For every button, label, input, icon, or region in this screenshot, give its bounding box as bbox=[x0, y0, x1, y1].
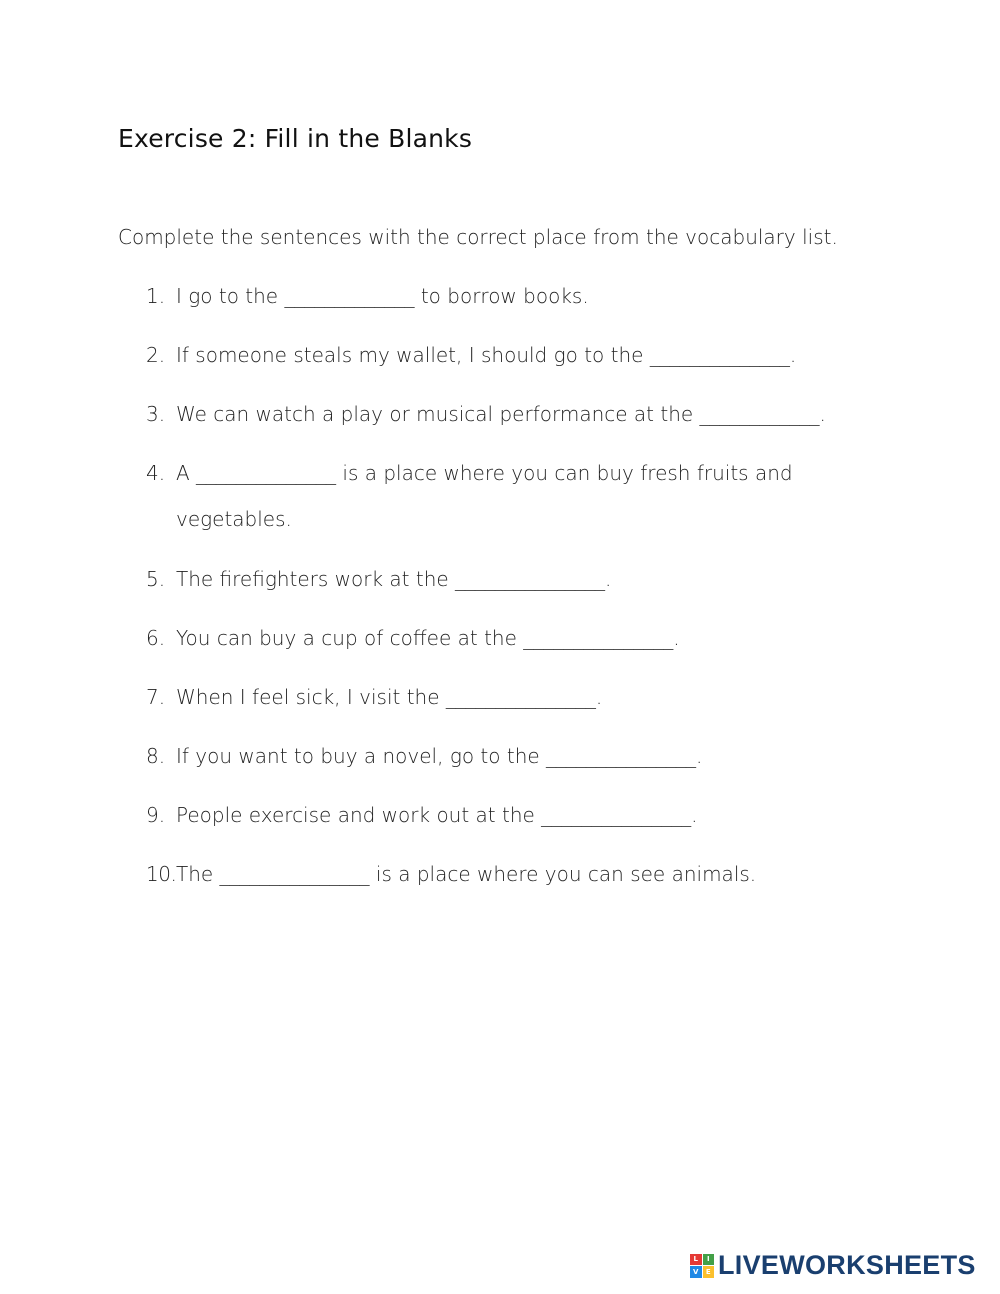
question-number: 6. bbox=[146, 626, 166, 650]
logo-mark-icon bbox=[690, 1254, 714, 1278]
question-text: When I feel sick, I visit the _______________. bbox=[176, 685, 603, 709]
question-item bbox=[146, 626, 680, 650]
question-number: 7. bbox=[146, 685, 166, 709]
question-number: 10. bbox=[146, 862, 177, 886]
question-text: A ______________ is a place where you can buy fresh fruits and bbox=[176, 461, 793, 485]
question-text: People exercise and work out at the _______________. bbox=[176, 803, 698, 827]
question-item bbox=[146, 402, 826, 426]
question-text: I go to the _____________ to borrow books. bbox=[176, 284, 589, 308]
question-number: 4. bbox=[146, 461, 166, 485]
question-number: 1. bbox=[146, 284, 166, 308]
question-item bbox=[146, 343, 796, 367]
question-item bbox=[146, 744, 702, 768]
liveworksheets-logo bbox=[690, 1252, 976, 1279]
question-text: The firefighters work at the _______________. bbox=[176, 567, 612, 591]
question-item bbox=[146, 803, 698, 827]
logo-mark-letter: L bbox=[690, 1254, 702, 1266]
question-number: 3. bbox=[146, 402, 166, 426]
question-item bbox=[146, 284, 589, 308]
logo-text: LIVEWORKSHEETS bbox=[718, 1250, 976, 1280]
logo-mark-letter: E bbox=[703, 1266, 715, 1278]
logo-mark-letter: V bbox=[690, 1266, 702, 1278]
question-text: If you want to buy a novel, go to the _______________. bbox=[176, 744, 703, 768]
question-number: 5. bbox=[146, 567, 166, 591]
logo-mark-letter: I bbox=[703, 1254, 715, 1266]
question-number: 2. bbox=[146, 343, 166, 367]
question-text: We can watch a play or musical performance at the ____________. bbox=[176, 402, 826, 426]
question-number: 8. bbox=[146, 744, 166, 768]
question-number: 9. bbox=[146, 803, 166, 827]
page-title: Exercise 2: Fill in the Blanks bbox=[118, 124, 473, 153]
question-continuation: vegetables. bbox=[176, 507, 292, 531]
question-item bbox=[146, 461, 793, 485]
question-text: You can buy a cup of coffee at the _______________. bbox=[176, 626, 680, 650]
question-text: The _______________ is a place where you can see animals. bbox=[176, 862, 757, 886]
question-item bbox=[146, 862, 756, 886]
question-text: If someone steals my wallet, I should go to the ______________. bbox=[176, 343, 797, 367]
question-item bbox=[146, 567, 611, 591]
question-item bbox=[146, 685, 602, 709]
instructions-text: Complete the sentences with the correct place from the vocabulary list. bbox=[118, 225, 838, 249]
